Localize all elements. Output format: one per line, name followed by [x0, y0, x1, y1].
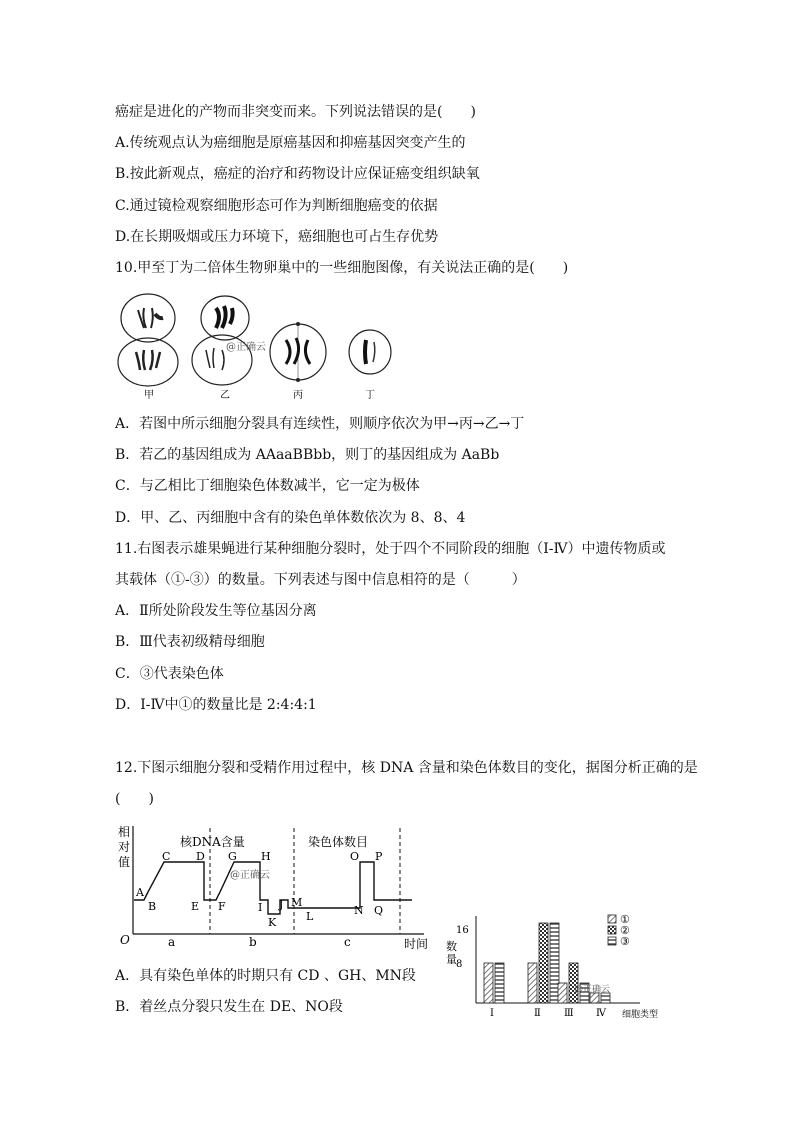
legend-label-2: ② — [620, 924, 630, 937]
q10-option-b: B．若乙的基因组成为 AAaaBBbb，则丁的基因组成为 AaBb — [115, 447, 500, 463]
bar-2-series-2 — [539, 923, 548, 1003]
ytick-8: 8 — [456, 959, 463, 970]
dna-chromosome-line-chart — [112, 822, 437, 950]
point-B: B — [148, 900, 157, 913]
bar-1-series-1 — [484, 963, 493, 1003]
line-chart-curve — [134, 862, 412, 914]
q11-option-a: A．Ⅱ所处阶段发生等位基因分离 — [115, 603, 317, 619]
phase-a: a — [168, 935, 176, 949]
q9-option-c: C.通过镜检观察细胞形态可作为判断细胞癌变的依据 — [115, 198, 438, 214]
q12-stem-line1: 12.下图示细胞分裂和受精作用过程中，核 DNA 含量和染色体数目的变化，据图分析正确的是 — [115, 760, 698, 776]
point-A: A — [136, 886, 144, 899]
bar-xtick-1: Ⅰ — [490, 1008, 494, 1019]
point-C: C — [162, 850, 171, 863]
point-D: D — [196, 850, 205, 863]
point-J: J — [279, 898, 284, 911]
cell-ding — [349, 330, 391, 374]
bar-3-series-2 — [569, 963, 578, 1003]
q9-option-a: A.传统观点认为癌细胞是原癌基因和抑癌基因突变产生的 — [115, 135, 466, 151]
point-K: K — [268, 916, 277, 929]
line-chart-ylabel-2: 对 — [118, 840, 131, 854]
label-ding: 丁 — [365, 390, 375, 401]
q11-stem-line1: 11.右图表示雄果蝇进行某种细胞分裂时，处于四个不同阶段的细胞（Ⅰ-Ⅳ）中遗传物质或 — [115, 541, 666, 557]
bar-chart-watermark: @正确云 — [574, 985, 611, 995]
q10-watermark: @正确云 — [226, 342, 266, 353]
phase-c: c — [344, 935, 351, 949]
legend-label-3: ③ — [620, 935, 630, 948]
cell-jia — [118, 294, 178, 386]
point-E: E — [191, 900, 200, 913]
line-chart-ylabel-1: 相 — [118, 825, 131, 839]
q11-stem-line2: 其载体（①-③）的数量。下列表述与图中信息相符的是（ ） — [115, 572, 526, 588]
q11-option-b: B．Ⅲ代表初级精母细胞 — [115, 634, 265, 650]
q10-cell-figure — [110, 290, 410, 405]
bar-chart-ylabel-1: 数 — [446, 940, 457, 953]
bar-3-series-1 — [558, 983, 567, 1003]
point-O: O — [350, 850, 360, 863]
line-chart-title-dna: 核DNA含量 — [180, 835, 245, 849]
line-chart-origin: O — [120, 933, 130, 947]
point-N: N — [354, 904, 364, 917]
line-chart-title-chromosome: 染色体数目 — [308, 835, 369, 849]
bar-xtick-3: Ⅲ — [564, 1008, 574, 1019]
label-bing: 丙 — [293, 390, 303, 401]
line-chart-ylabel-3: 值 — [118, 855, 131, 869]
q12-stem-line2: ( ) — [115, 791, 154, 807]
point-G: G — [228, 850, 237, 863]
legend-label-1: ① — [620, 913, 630, 926]
q9-stem: 癌症是进化的产物而非突变而来。下列说法错误的是( ) — [115, 104, 476, 120]
point-Q: Q — [374, 904, 384, 917]
bar-chart-xlabel: 细胞类型 — [622, 1010, 659, 1020]
bar-xtick-4: Ⅳ — [596, 1008, 606, 1019]
bar-chart-ylabel-2: 量 — [446, 953, 457, 966]
bar-xtick-2: Ⅱ — [534, 1008, 541, 1019]
point-I: I — [258, 901, 263, 914]
point-H: H — [261, 850, 271, 863]
cell-yi — [192, 296, 266, 385]
q10-option-c: C．与乙相比丁细胞染色体数减半，它一定为极体 — [115, 478, 420, 494]
q11-option-c: C．③代表染色体 — [115, 666, 224, 682]
bar-1-series-3 — [495, 963, 504, 1003]
point-M: M — [291, 896, 303, 909]
point-F: F — [218, 900, 226, 913]
q10-option-a: A．若图中所示细胞分裂具有连续性，则顺序依次为甲→丙→乙→丁 — [115, 416, 525, 432]
q9-option-b: B.按此新观点，癌症的治疗和药物设计应保证癌变组织缺氧 — [115, 166, 480, 182]
legend-swatch-2 — [608, 926, 616, 934]
q9-option-d: D.在长期吸烟或压力环境下，癌细胞也可占生存优势 — [115, 229, 439, 245]
q12-option-a: A．具有染色单体的时期只有 CD 、GH、MN段 — [115, 968, 416, 984]
legend-swatch-1 — [608, 915, 616, 923]
point-P: P — [375, 850, 383, 863]
q12-option-b: B．着丝点分裂只发生在 DE、NO段 — [115, 999, 343, 1015]
label-jia: 甲 — [144, 390, 154, 401]
phase-b: b — [249, 935, 257, 949]
cell-bing — [270, 322, 326, 382]
line-chart-xlabel: 时间 — [404, 937, 429, 950]
bar-2-series-1 — [528, 963, 537, 1003]
q10-option-d: D．甲、乙、丙细胞中含有的染色单体数依次为 8、8、4 — [115, 510, 466, 526]
q10-stem: 10.甲至丁为二倍体生物卵巢中的一些细胞图像，有关说法正确的是( ) — [115, 260, 569, 276]
cell-type-bar-chart — [440, 910, 680, 1022]
point-L: L — [306, 910, 314, 923]
label-yi: 乙 — [220, 390, 230, 401]
legend-swatch-3 — [608, 937, 616, 945]
ytick-16: 16 — [456, 925, 469, 936]
line-chart-watermark: @正确云 — [230, 870, 270, 881]
q11-option-d: D．Ⅰ-Ⅳ中①的数量比是 2:4:4:1 — [115, 697, 317, 713]
